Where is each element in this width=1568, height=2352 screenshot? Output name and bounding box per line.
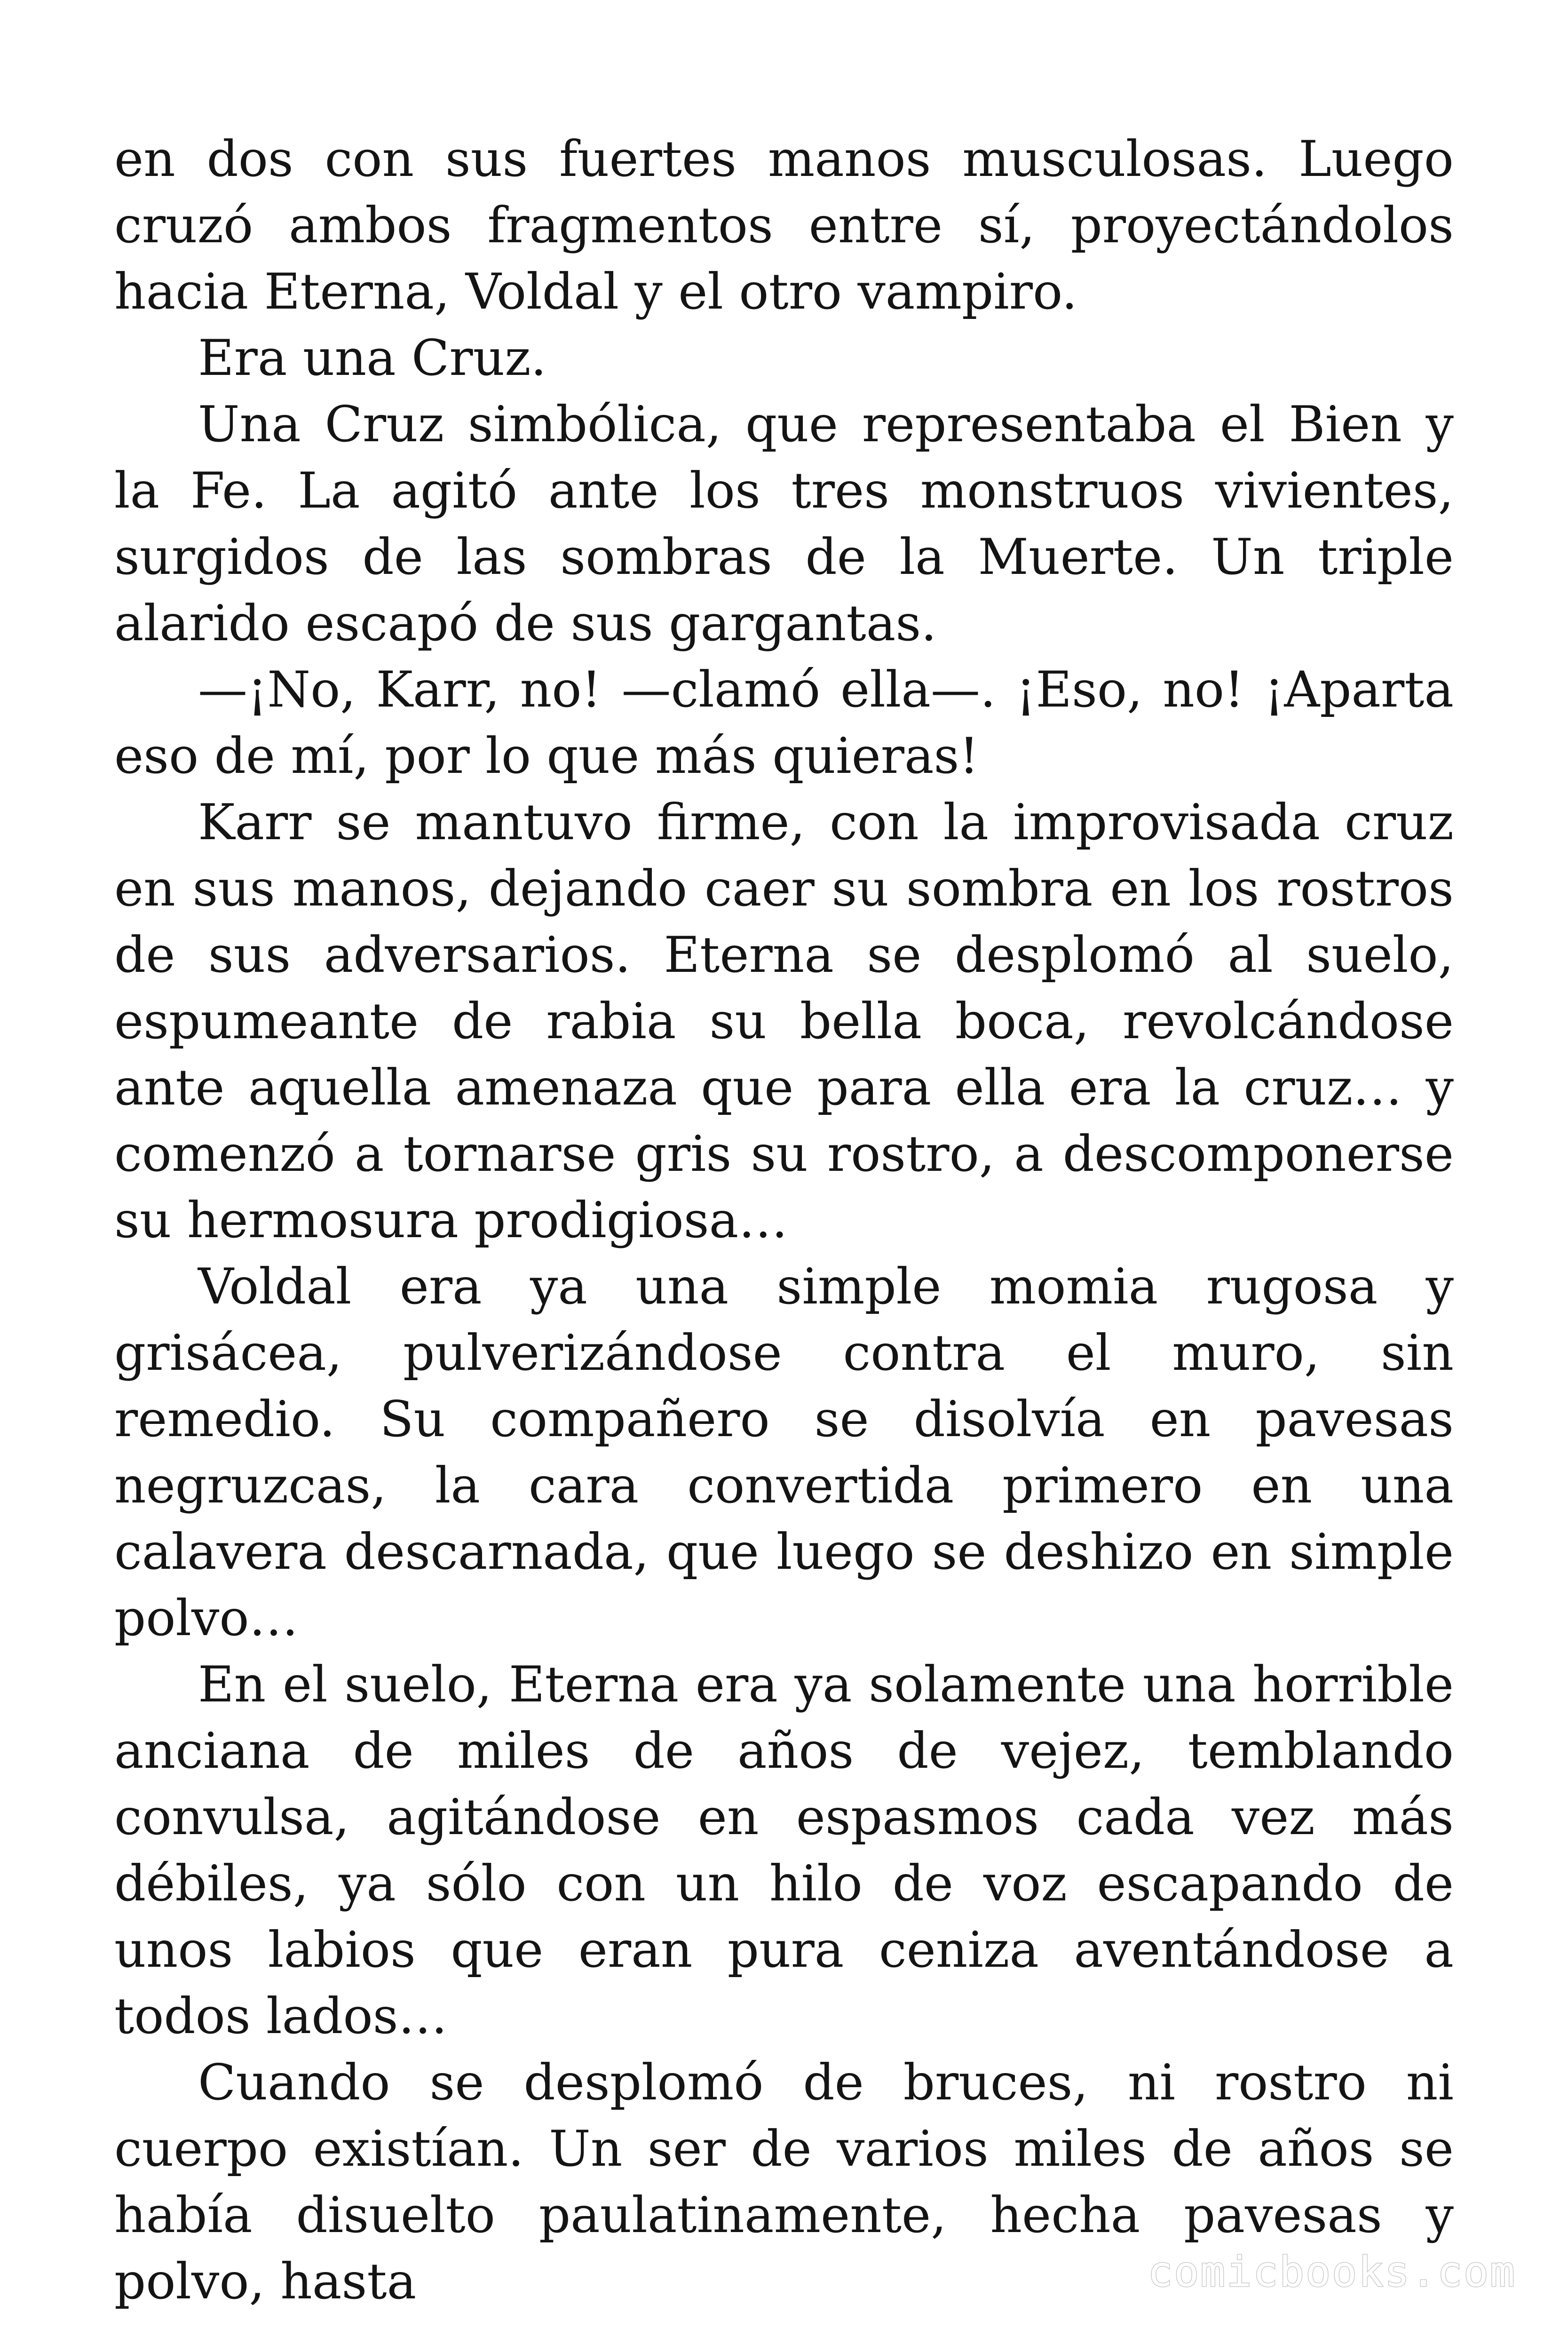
paragraph: Era una Cruz.: [198, 329, 546, 387]
page-text: [114, 126, 1454, 2315]
paragraph: Voldal era ya una simple momia rugosa y grisácea, pulverizándose contra el muro, sin remedio. Su compañero se disolvía en pavesas negruzcas, la cara convertida primero en una calavera descarnada, que luego se deshizo en simple polvo…: [114, 1258, 1454, 1647]
dialogue-paragraph: —¡No, Karr, no! —clamó ella—. ¡Eso, no! ¡Aparta eso de mí, por lo que más quieras!: [114, 661, 1454, 785]
paragraph-continued: en dos con sus fuertes manos musculosas. Luego cruzó ambos fragmentos entre sí, proyectándolos hacia Eterna, Voldal y el otro vampiro.: [114, 130, 1454, 320]
paragraph: Cuando se desplomó de bruces, ni rostro ni cuerpo existían. Un ser de varios miles de años se había disuelto paulatinamente, hecha pavesas y polvo, hasta: [114, 2054, 1454, 2310]
site-watermark: comicbooks.com: [1148, 2248, 1516, 2296]
paragraph: En el suelo, Eterna era ya solamente una horrible anciana de miles de años de vejez, temblando convulsa, agitándose en espasmos cada vez más débiles, ya sólo con un hilo de voz escapando de unos labios que eran pura ceniza aventándose a todos lados…: [114, 1656, 1454, 2045]
paragraph: Karr se mantuvo firme, con la improvisada cruz en sus manos, dejando caer su sombra en los rostros de sus adversarios. Eterna se desplomó al suelo, espumeante de rabia su bella boca, revolcándose ante aquella amenaza que para ella era la cruz… y comenzó a tornarse gris su rostro, a descomponerse su hermosura prodigiosa…: [114, 794, 1454, 1249]
paragraph: Una Cruz simbólica, que representaba el Bien y la Fe. La agitó ante los tres monstruos vivientes, surgidos de las sombras de la Muerte. Un triple alarido escapó de sus gargantas.: [114, 396, 1454, 652]
